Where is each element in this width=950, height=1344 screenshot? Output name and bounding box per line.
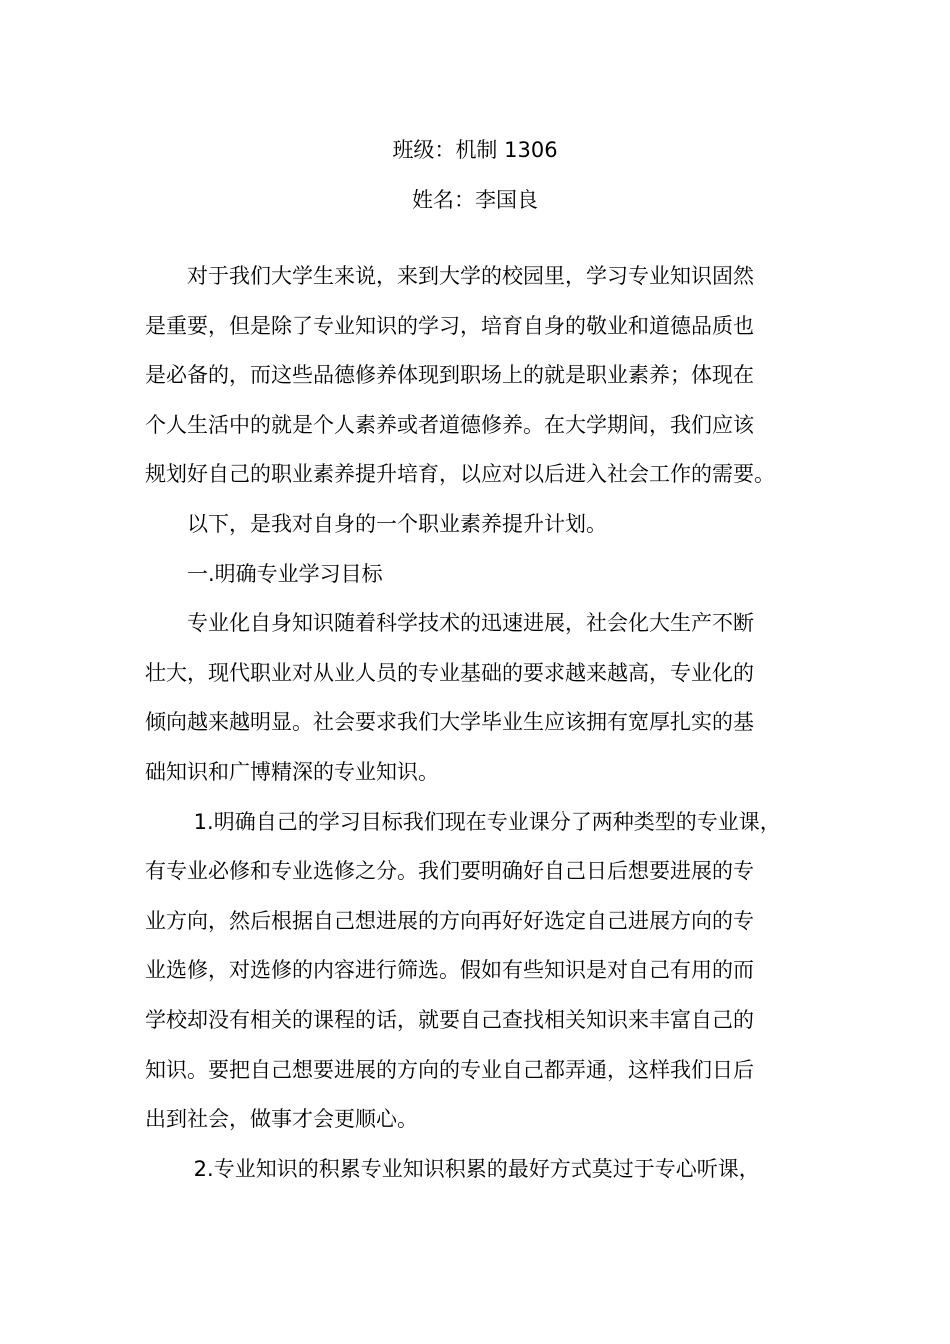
body-line: 对于我们大学生来说，来到大学的校园里，学习专业知识固然: [145, 264, 754, 288]
body-line: 业方向，然后根据自己想进展的方向再好好选定自己进展方向的专: [145, 909, 754, 933]
body-line: 有专业必修和专业选修之分。我们要明确好自己日后想要进展的专: [145, 859, 754, 883]
name-value: 李国良: [475, 188, 538, 212]
body-line: 规划好自己的职业素养提升培育，以应对以后进入社会工作的需要。: [145, 462, 775, 486]
body-line: 知识。要把自己想要进展的方向的专业自己都弄通，这样我们日后: [145, 1058, 754, 1082]
body-line: 2.专业知识的积累专业知识积累的最好方式莫过于专心听课，: [145, 1157, 760, 1181]
body-line: 壮大，现代职业对从业人员的专业基础的要求越来越高，专业化的: [145, 661, 754, 685]
body-line: 是重要，但是除了专业知识的学习，培育自身的敬业和道德品质也: [145, 314, 754, 338]
body-line: 专业化自身知识随着科学技术的迅速进展，社会化大生产不断: [145, 611, 754, 635]
body-line: 础知识和广博精深的专业知识。: [145, 760, 439, 784]
name-line: [0, 186, 950, 214]
section-heading: 一.明确专业学习目标: [145, 562, 383, 586]
body-line: 以下，是我对自身的一个职业素养提升计划。: [145, 512, 607, 536]
body-line: 倾向越来越明显。社会要求我们大学毕业生应该拥有宽厚扎实的基: [145, 710, 754, 734]
class-line: [0, 136, 950, 164]
body-line: 学校却没有相关的课程的话，就要自己查找相关知识来丰富自己的: [145, 1008, 754, 1032]
body-line: 个人生活中的就是个人素养或者道德修养。在大学期间，我们应该: [145, 413, 754, 437]
class-value: 机制 1306: [455, 138, 558, 162]
class-label: 班级：: [392, 138, 456, 162]
body-line: 出到社会，做事才会更顺心。: [145, 1107, 418, 1131]
body-line: 是必备的，而这些品德修养体现到职场上的就是职业素养；体现在: [145, 363, 754, 387]
name-label: 姓名：: [412, 188, 475, 212]
body-line: 业选修，对选修的内容进行筛选。假如有些知识是对自己有用的而: [145, 958, 754, 982]
body-line: 1.明确自己的学习目标我们现在专业课分了两种类型的专业课，: [145, 810, 781, 834]
